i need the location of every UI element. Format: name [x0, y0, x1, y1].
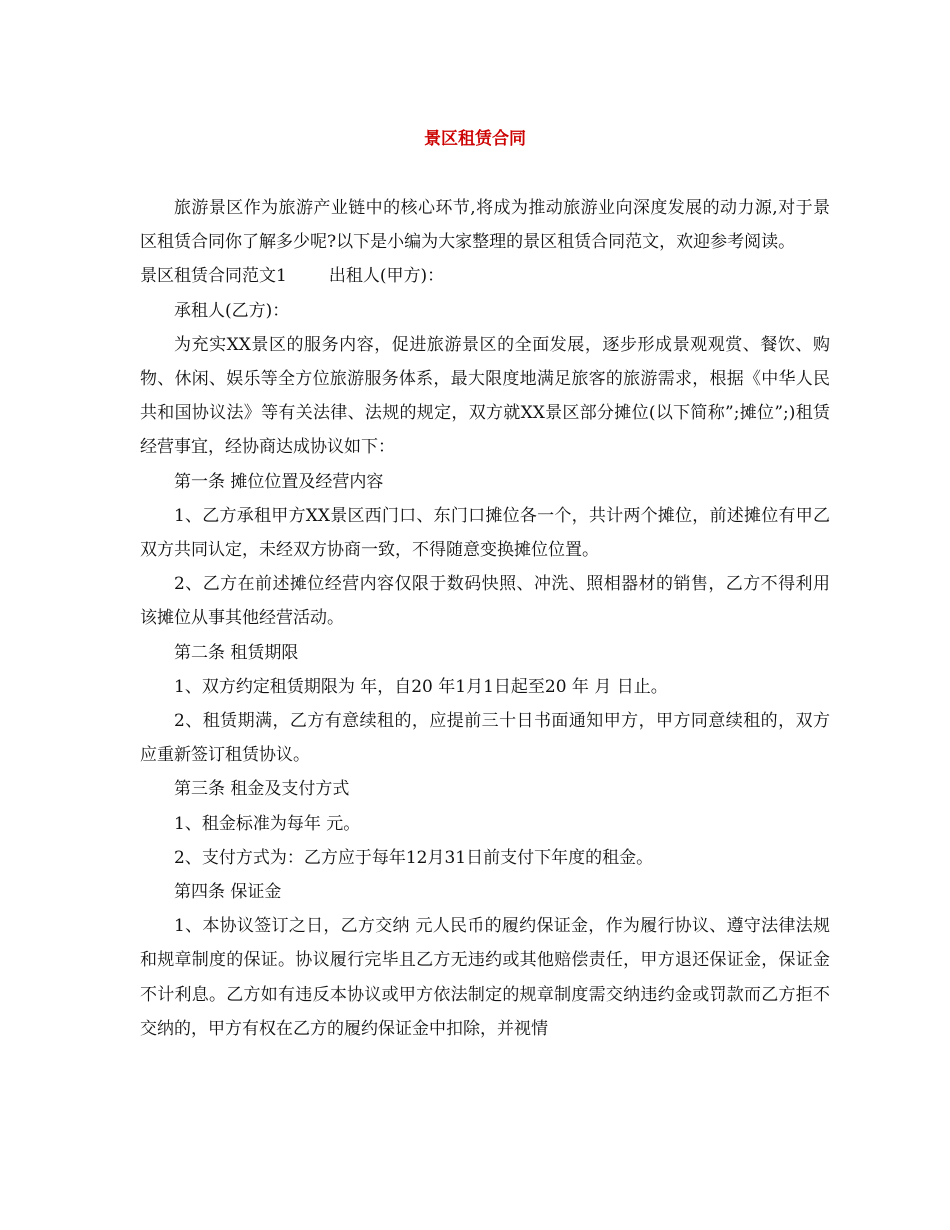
sample-heading-line [140, 259, 830, 293]
article-4-item-1: 1、本协议签订之日，乙方交纳 元人民币的履约保证金，作为履行协议、遵守法律法规和规章制度的保证。协议履行完毕且乙方无违约或其他赔偿责任，甲方退还保证金，保证金不计利息。乙方如有违反本协议或甲方依法制定的规章制度需交纳违约金或罚款而乙方拒不交纳的，甲方有权在乙方的履约保证金中扣除，并视情 [140, 916, 830, 1039]
document-body [140, 191, 830, 1046]
sample-heading: 景区租赁合同范文1 [140, 266, 287, 287]
lessee-label: 承租人(乙方)： [174, 300, 290, 321]
preamble-paragraph: 为充实XX景区的服务内容，促进旅游景区的全面发展，逐步形成景观观赏、餐饮、购物、休闲、娱乐等全方位旅游服务体系，最大限度地满足旅客的旅游需求，根据《中华人民共和国协议法》等有关法律、法规的规定，双方就XX景区部分摊位(以下简称”;摊位”;)租赁经营事宜，经协商达成协议如下： [140, 334, 830, 458]
document-title: 景区租赁合同 [424, 129, 526, 149]
article-2-item-2: 2、租赁期满，乙方有意续租的，应提前三十日书面通知甲方，甲方同意续租的，双方应重新签订租赁协议。 [140, 711, 830, 766]
lessor-label: 出租人(甲方)： [328, 266, 445, 287]
article-1-heading: 第一条 摊位位置及经营内容 [174, 471, 384, 492]
article-3-item-2: 2、支付方式为：乙方应于每年12月31日前支付下年度的租金。 [174, 847, 654, 868]
article-1-item-2: 2、乙方在前述摊位经营内容仅限于数码快照、冲洗、照相器材的销售，乙方不得利用该摊位从事其他经营活动。 [140, 574, 830, 629]
article-1-item-1: 1、乙方承租甲方XX景区西门口、东门口摊位各一个，共计两个摊位，前述摊位有甲乙双方共同认定，未经双方协商一致，不得随意变换摊位位置。 [140, 505, 830, 561]
article-3-item-1: 1、租金标准为每年 元。 [174, 813, 361, 834]
article-2-heading: 第二条 租赁期限 [174, 642, 299, 663]
intro-paragraph: 旅游景区作为旅游产业链中的核心环节,将成为推动旅游业向深度发展的动力源,对于景区租赁合同你了解多少呢?以下是小编为大家整理的景区租赁合同范文，欢迎参考阅读。 [140, 198, 830, 253]
article-4-heading: 第四条 保证金 [174, 882, 282, 903]
article-2-item-1: 1、双方约定租赁期限为 年，自20 年1月1日起至20 年 月 日止。 [174, 676, 668, 697]
article-3-heading: 第三条 租金及支付方式 [174, 779, 350, 800]
